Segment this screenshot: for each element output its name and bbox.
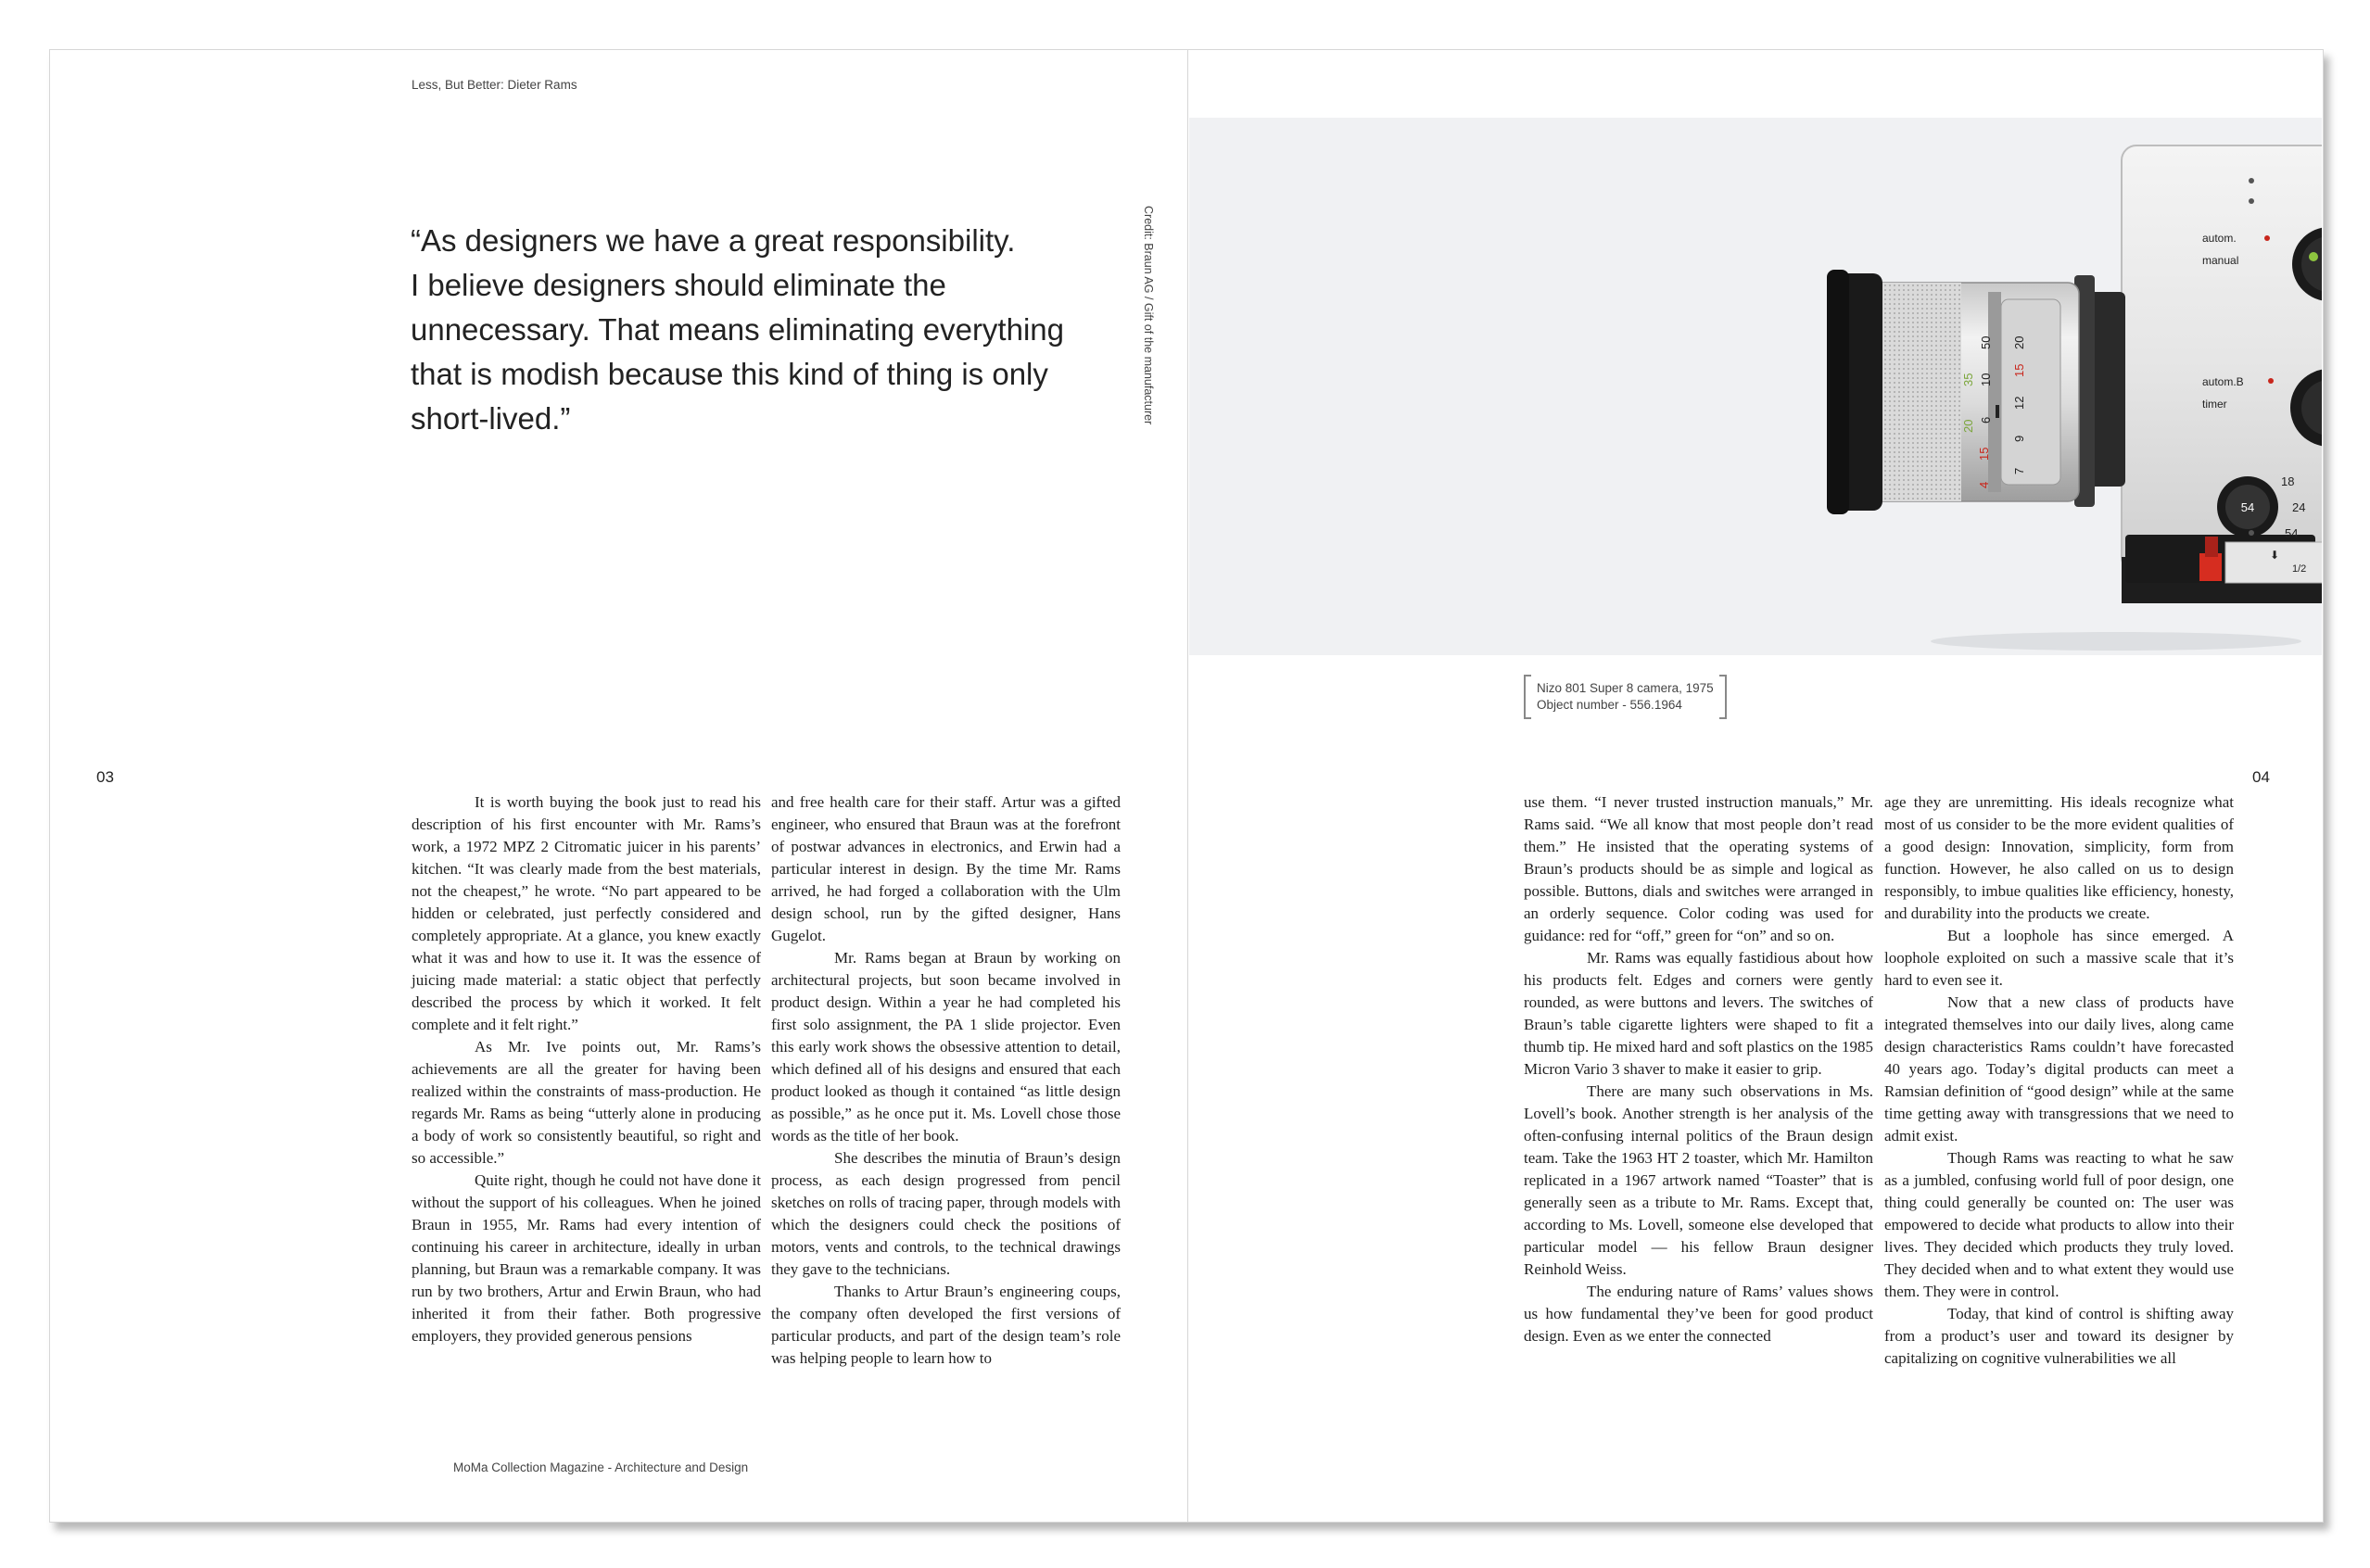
article-column-1 <box>412 791 761 1347</box>
scale-green-20: 20 <box>1961 419 1975 433</box>
camera-photo <box>1189 118 2322 655</box>
photo-caption <box>1524 675 1727 719</box>
pull-quote-line: that is modish because this kind of thing is only <box>411 357 1048 391</box>
manual-label: manual <box>2202 254 2239 267</box>
pull-quote-line: “As designers we have a great responsibility. <box>411 223 1016 258</box>
body-screw <box>2249 198 2254 204</box>
page-number-left: 03 <box>96 768 114 786</box>
speed-dial <box>2217 476 2278 537</box>
lens-barrel <box>1827 270 2079 514</box>
body-screw <box>2249 530 2254 536</box>
half-speed-label: 1/2 <box>2292 563 2307 575</box>
pull-quote-line: unnecessary. That means eliminating everything <box>411 312 1064 347</box>
scale-red-15: 15 <box>1977 447 1991 461</box>
caption-title: Nizo 801 Super 8 camera, 1975 <box>1537 681 1714 695</box>
timer-label: timer <box>2202 398 2227 411</box>
autom-label: autom. <box>2202 232 2237 245</box>
paragraph: She describes the minutia of Braun’s design process, as each design progressed from pencil sketches on rolls of tracing paper, through models with which the designers could check the positions of motors, vents and controls, to the technical drawings they gave to the technicians. <box>771 1149 1121 1278</box>
pull-quote <box>411 219 1134 441</box>
article-column-4 <box>1884 791 2234 1370</box>
lens-mount <box>2074 275 2125 507</box>
paragraph: Today, that kind of control is shifting away from a product’s user and toward its designer by capitalizing on cognitive vulnerabilities we all <box>1884 1305 2234 1367</box>
scale-50: 50 <box>1979 335 1993 349</box>
caption-bracket-right <box>1719 675 1727 719</box>
paragraph: use them. “I never trusted instruction manuals,” Mr. Rams said. “We all know that most people don’t read them.” He insisted that the operating systems of Braun’s products should be as simple and logical as possible. Buttons, dials and switches were arranged in an orderly sequence. Color coding was used for guidance: red for “off,” green for “on” and so on. <box>1524 793 1873 944</box>
paragraph: It is worth buying the book just to read his description of his first encounter with Mr. Rams’s work, a 1972 MPZ 2 Citromatic juicer in his parents’ kitchen. “It was clearly made from the best materials, not the cheapest,” he wrote. “No part appeared to be hidden or celebrated, just perfectly considered and completely appropriate. At a glance, you knew exactly what it was and how to use it. It was the essence of juicing made material: a static object that perfectly described the process by which it worked. It felt complete and it felt right.” <box>412 793 761 1033</box>
pull-quote-line: short-lived.” <box>411 401 571 436</box>
paragraph: Quite right, though he could not have done it without the support of his colleagues. When he joined Braun in 1955, Mr. Rams had every intention of continuing his career in architecture, ideally in urban planning, but Braun was a remarkable company. It was run by two brothers, Artur and Erwin Braun, who had inherited it from their father. Both progressive employers, they provided generous pensions <box>412 1171 761 1345</box>
caption-bracket-left <box>1524 675 1531 719</box>
paragraph: Mr. Rams began at Braun by working on architectural projects, but soon became involved in product design. Within a year he had completed his first solo assignment, the PA 1 slide projector. Even this early work shows the obsessive attention to detail, which defined all of his designs and ensured that each product looked as though it contained “as little design as possible,” as he once put it. Ms. Lovell chose those words as the title of her book. <box>771 949 1121 1144</box>
running-head: Less, But Better: Dieter Rams <box>412 78 577 92</box>
magazine-spread <box>49 49 2324 1523</box>
paragraph: As Mr. Ive points out, Mr. Rams’s achievements are all the greater for having been realized within the constraints of mass-production. He regards Mr. Rams as being “utterly alone in producing a body of work so consistently beautiful, so right and so accessible.” <box>412 1038 761 1167</box>
scale-10: 10 <box>1979 373 1993 386</box>
paragraph: Mr. Rams was equally fastidious about how his products felt. Edges and corners were gently rounded, as were buttons and levers. The switches of Braun’s table cigarette lighters were shaped to fit a thumb tip. He mixed hard and soft plastics on the 1985 Micron Vario 3 shaver to make it easier to grip. <box>1524 949 1873 1078</box>
speed-54-label: 54 <box>2285 526 2299 540</box>
paragraph: age they are unremitting. His ideals recognize what most of us consider to be the more evident qualities of a good design: Innovation, simplicity, form from function. However, he also called on us to design responsibly, to imbue qualities like efficiency, honesty, and durability into the products we create. <box>1884 793 2234 922</box>
speed-24-label: 24 <box>2292 500 2306 514</box>
article-column-2 <box>771 791 1121 1370</box>
paragraph: The enduring nature of Rams’ values shows us how fundamental they’ve been for good product design. Even as we enter the connected <box>1524 1283 1873 1345</box>
lens-index-mark <box>1996 405 1999 418</box>
speed-dial-label: 54 <box>2240 500 2255 514</box>
scale-6: 6 <box>1979 416 1993 424</box>
scale-15: 15 <box>2012 363 2026 377</box>
caption-object-number: Object number - 556.1964 <box>1537 698 1682 712</box>
down-arrow-icon: ⬇ <box>2270 549 2280 562</box>
scale-12: 12 <box>2012 396 2026 410</box>
photo-credit: Credit: Braun AG / Gift of the manufacturer <box>1142 206 1155 425</box>
page-number-right: 04 <box>2252 768 2270 786</box>
autom-b-label: autom.B <box>2202 375 2244 388</box>
scale-7: 7 <box>2012 467 2026 474</box>
paragraph: and free health care for their staff. Artur was a gifted engineer, who ensured that Braun was at the forefront of postwar advances in electronics, and Erwin had a particular interest in design. By the time Mr. Rams arrived, he had forged a collaboration with the Ulm design school, run by the gifted designer, Hans Gugelot. <box>771 793 1121 944</box>
paragraph: Though Rams was reacting to what he saw as a jumbled, confusing world full of poor design, one thing could generally be counted on: The user was empowered to decide what products to allow into their lives. They decided which products they truly loved. They decided when and to what extent they would use them. They were in control. <box>1884 1149 2234 1300</box>
scale-9: 9 <box>2012 435 2026 442</box>
body-screw <box>2249 178 2254 183</box>
magazine-footer: MoMa Collection Magazine - Architecture and Design <box>453 1461 749 1474</box>
camera-illustration <box>1189 118 2322 655</box>
pull-quote-line: I believe designers should eliminate the <box>411 268 946 302</box>
speed-18-label: 18 <box>2281 474 2295 488</box>
spread-gutter-fold <box>1187 50 1188 1522</box>
paragraph: There are many such observations in Ms. Lovell’s book. Another strength is her analysis of the often-confusing internal politics of the Braun design team. Take the 1963 HT 2 toaster, which Mr. Hamilton replicated in a 1967 artwork named “Toaster” that is generally seen as a tribute to Mr. Rams. Except that, according to Ms. Lovell, someone else developed that particular model — his fellow Braun designer Reinhold Weiss. <box>1524 1082 1873 1278</box>
article-column-3 <box>1524 791 1873 1347</box>
scale-20: 20 <box>2012 335 2026 349</box>
scale-red-4: 4 <box>1977 481 1991 488</box>
camera-shadow <box>1931 632 2301 651</box>
scale-green-35: 35 <box>1961 373 1975 386</box>
paragraph: Thanks to Artur Braun’s engineering coups, the company often developed the first versions of particular products, and part of the design team’s role was helping people to learn how to <box>771 1283 1121 1367</box>
paragraph: Now that a new class of products have integrated themselves into our daily lives, along came design characteristics Rams couldn’t have forecasted 40 years ago. Today’s digital products can meet a Ramsian definition of “good design” while at the same time getting away with transgressions that we need to admit exist. <box>1884 993 2234 1144</box>
paragraph: But a loophole has since emerged. A loophole exploited on such a massive scale that it’s hard to even see it. <box>1884 927 2234 989</box>
